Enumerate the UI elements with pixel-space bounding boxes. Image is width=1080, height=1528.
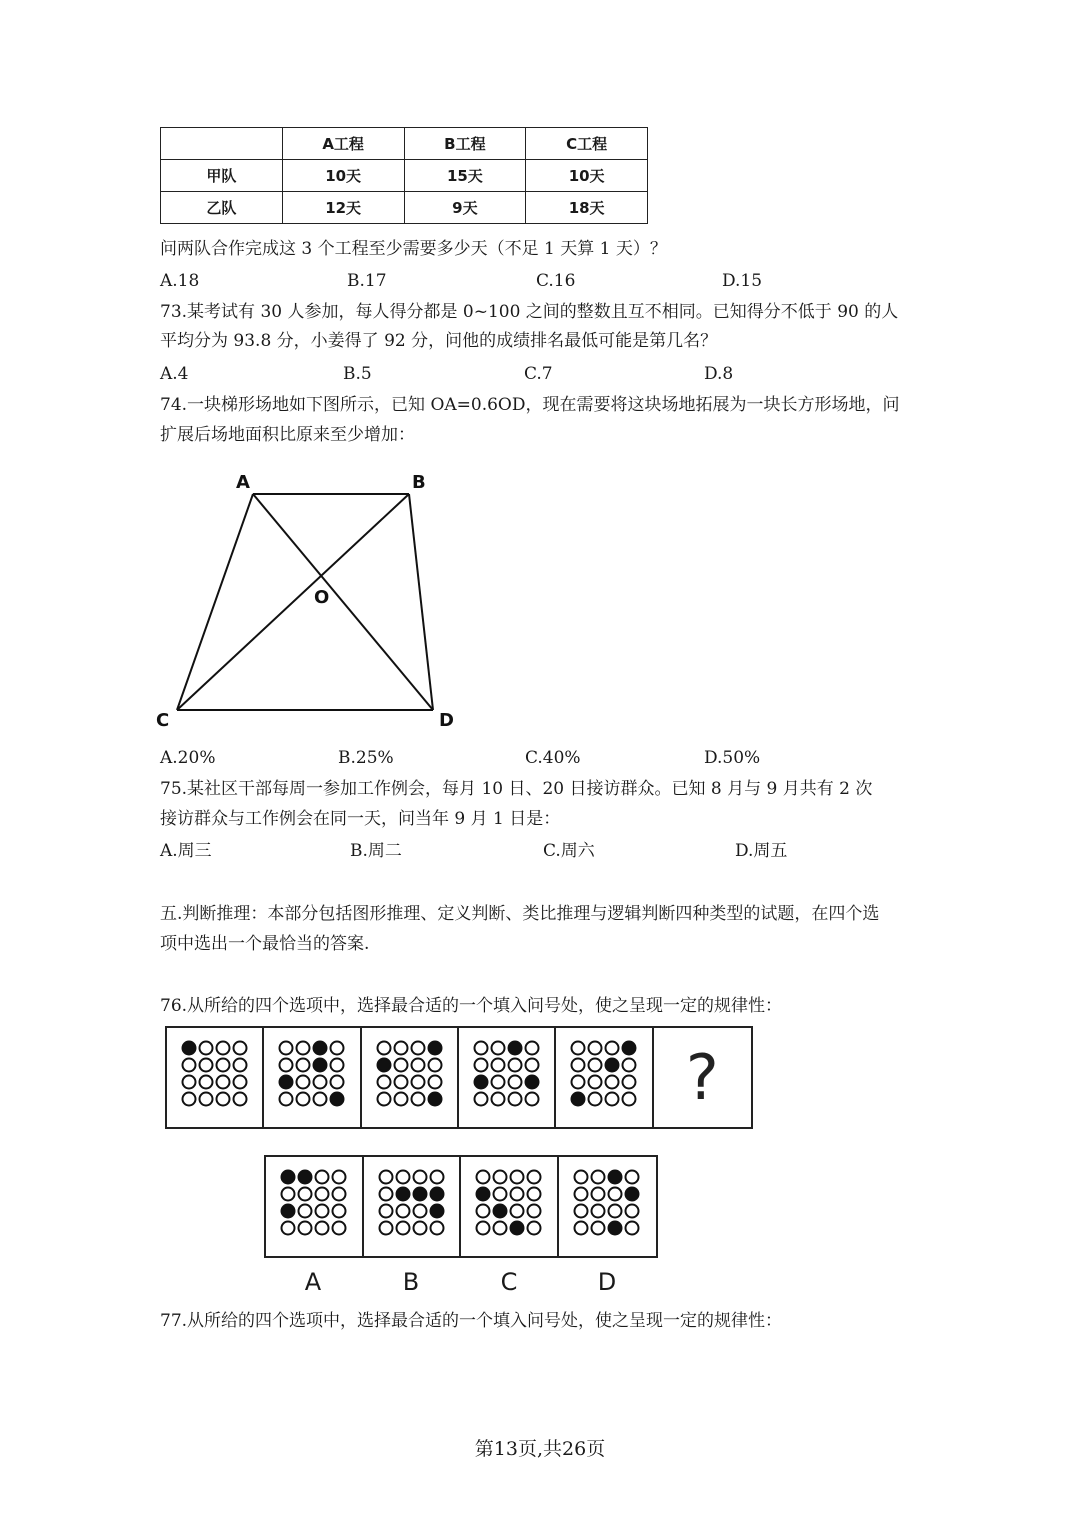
- dot-grid: [364, 1157, 460, 1256]
- empty-dot: [574, 1171, 587, 1184]
- dot-grid: [264, 1028, 360, 1127]
- filled-dot: [413, 1188, 426, 1201]
- empty-dot: [491, 1093, 504, 1106]
- empty-dot: [282, 1188, 295, 1201]
- empty-dot: [377, 1042, 390, 1055]
- empty-dot: [331, 1042, 344, 1055]
- empty-dot: [623, 1059, 636, 1072]
- filled-dot: [494, 1205, 507, 1218]
- empty-dot: [528, 1222, 541, 1235]
- q76-stem: 76.从所给的四个选项中，选择最合适的一个填入问号处，使之呈现一定的规律性：: [160, 996, 783, 1016]
- empty-dot: [297, 1059, 310, 1072]
- empty-dot: [528, 1205, 541, 1218]
- empty-dot: [477, 1222, 490, 1235]
- empty-dot: [200, 1059, 213, 1072]
- empty-dot: [572, 1042, 585, 1055]
- table-header-cell: B工程: [404, 128, 526, 160]
- empty-dot: [396, 1222, 409, 1235]
- empty-dot: [608, 1205, 621, 1218]
- empty-dot: [572, 1076, 585, 1089]
- page-footer: 第13页,共26页: [474, 1438, 606, 1460]
- filled-dot: [377, 1059, 390, 1072]
- intersection-label-o: O: [314, 587, 330, 608]
- empty-dot: [314, 1093, 327, 1106]
- empty-dot: [331, 1059, 344, 1072]
- empty-dot: [508, 1076, 521, 1089]
- table-cell: 10天: [526, 160, 648, 192]
- trapezoid-figure: [150, 460, 470, 740]
- empty-dot: [183, 1093, 196, 1106]
- filled-dot: [625, 1188, 638, 1201]
- table-header-cell: [161, 128, 283, 160]
- empty-dot: [299, 1205, 312, 1218]
- vertex-label-c: C: [156, 710, 170, 731]
- empty-dot: [525, 1093, 538, 1106]
- empty-dot: [428, 1059, 441, 1072]
- empty-dot: [217, 1059, 230, 1072]
- empty-dot: [494, 1188, 507, 1201]
- empty-dot: [297, 1076, 310, 1089]
- empty-dot: [625, 1171, 638, 1184]
- q76-option-cell-c[interactable]: [461, 1157, 559, 1256]
- empty-dot: [508, 1093, 521, 1106]
- q76-sequence-cell: [167, 1028, 264, 1127]
- empty-dot: [297, 1042, 310, 1055]
- q72-option-b[interactable]: B.17: [347, 271, 387, 291]
- question-mark: ?: [685, 1041, 719, 1114]
- empty-dot: [574, 1188, 587, 1201]
- table-header-cell: A工程: [282, 128, 404, 160]
- empty-dot: [511, 1171, 524, 1184]
- filled-dot: [430, 1205, 443, 1218]
- q73-option-d[interactable]: D.8: [704, 364, 734, 384]
- empty-dot: [477, 1171, 490, 1184]
- q73-stem-line1: 73.某考试有 30 人参加，每人得分都是 0~100 之间的整数且互不相同。已知得分不低于 90 的人: [160, 302, 899, 322]
- empty-dot: [606, 1042, 619, 1055]
- filled-dot: [623, 1042, 636, 1055]
- empty-dot: [316, 1188, 329, 1201]
- q73-option-b[interactable]: B.5: [343, 364, 372, 384]
- empty-dot: [379, 1188, 392, 1201]
- q76-sequence-cell: [264, 1028, 361, 1127]
- filled-dot: [280, 1076, 293, 1089]
- empty-dot: [183, 1076, 196, 1089]
- dot-grid: [266, 1157, 362, 1256]
- q73-option-a[interactable]: A.4: [160, 364, 189, 384]
- empty-dot: [413, 1171, 426, 1184]
- vertex-label-a: A: [236, 472, 250, 493]
- empty-dot: [589, 1042, 602, 1055]
- q72-option-d[interactable]: D.15: [722, 271, 763, 291]
- table-cell: 乙队: [161, 192, 283, 224]
- empty-dot: [377, 1076, 390, 1089]
- vertex-label-d: D: [439, 710, 454, 731]
- q76-answer-letter-b: B: [402, 1268, 420, 1296]
- table-cell: 10天: [282, 160, 404, 192]
- section5-intro-line2: 项中选出一个最恰当的答案.: [160, 934, 370, 954]
- q75-option-b[interactable]: B.周二: [350, 841, 402, 861]
- empty-dot: [589, 1076, 602, 1089]
- q74-option-d[interactable]: D.50%: [704, 748, 761, 768]
- empty-dot: [234, 1042, 247, 1055]
- edge-ac: [177, 494, 253, 710]
- empty-dot: [525, 1059, 538, 1072]
- section5-intro-line1: 五.判断推理：本部分包括图形推理、定义判断、类比推理与逻辑判断四种类型的试题，在四个选: [160, 904, 880, 924]
- empty-dot: [411, 1093, 424, 1106]
- filled-dot: [428, 1093, 441, 1106]
- q72-stem: 问两队合作完成这 3 个工程至少需要多少天（不足 1 天算 1 天）？: [160, 239, 667, 259]
- empty-dot: [234, 1059, 247, 1072]
- empty-dot: [430, 1171, 443, 1184]
- table-row: [161, 160, 648, 192]
- q74-option-a[interactable]: A.20%: [160, 748, 216, 768]
- filled-dot: [314, 1042, 327, 1055]
- engineering-days-table: [160, 127, 648, 224]
- empty-dot: [379, 1222, 392, 1235]
- dot-grid: [167, 1028, 263, 1127]
- q76-option-cell-a[interactable]: [266, 1157, 364, 1256]
- empty-dot: [591, 1188, 604, 1201]
- empty-dot: [282, 1222, 295, 1235]
- dot-grid: [559, 1157, 655, 1256]
- empty-dot: [396, 1205, 409, 1218]
- empty-dot: [331, 1076, 344, 1089]
- diagonal-bc: [177, 494, 409, 710]
- empty-dot: [623, 1076, 636, 1089]
- q74-stem-line1: 74.一块梯形场地如下图所示，已知 OA=0.6OD，现在需要将这块场地拓展为一块长方形场地，问: [160, 395, 900, 415]
- empty-dot: [428, 1076, 441, 1089]
- filled-dot: [428, 1042, 441, 1055]
- q75-stem-line1: 75.某社区干部每周一参加工作例会，每月 10 日、20 日接访群众。已知 8 月与 9 月共有 2 次: [160, 779, 873, 799]
- empty-dot: [280, 1059, 293, 1072]
- q74-stem-line2: 扩展后场地面积比原来至少增加：: [160, 425, 415, 445]
- q76-answer-letter-c: C: [500, 1268, 518, 1296]
- q75-stem-line2: 接访群众与工作例会在同一天，问当年 9 月 1 日是：: [160, 809, 561, 829]
- empty-dot: [591, 1205, 604, 1218]
- empty-dot: [394, 1059, 407, 1072]
- edge-bd: [409, 494, 433, 710]
- filled-dot: [508, 1042, 521, 1055]
- filled-dot: [314, 1059, 327, 1072]
- empty-dot: [413, 1205, 426, 1218]
- empty-dot: [474, 1042, 487, 1055]
- q75-option-a[interactable]: A.周三: [160, 841, 212, 861]
- empty-dot: [528, 1171, 541, 1184]
- empty-dot: [494, 1222, 507, 1235]
- empty-dot: [333, 1205, 346, 1218]
- q76-option-cell-d[interactable]: [559, 1157, 657, 1256]
- empty-dot: [396, 1171, 409, 1184]
- empty-dot: [333, 1222, 346, 1235]
- empty-dot: [574, 1205, 587, 1218]
- empty-dot: [200, 1042, 213, 1055]
- empty-dot: [280, 1093, 293, 1106]
- empty-dot: [394, 1093, 407, 1106]
- table-header-cell: C工程: [526, 128, 648, 160]
- q76-option-cell-b[interactable]: [364, 1157, 462, 1256]
- filled-dot: [511, 1222, 524, 1235]
- filled-dot: [608, 1171, 621, 1184]
- empty-dot: [379, 1171, 392, 1184]
- empty-dot: [494, 1171, 507, 1184]
- diagonal-ad: [253, 494, 433, 710]
- q76-options-strip: [264, 1155, 658, 1258]
- empty-dot: [623, 1093, 636, 1106]
- empty-dot: [316, 1222, 329, 1235]
- q76-sequence-cell: [556, 1028, 653, 1127]
- empty-dot: [234, 1093, 247, 1106]
- table-cell: 15天: [404, 160, 526, 192]
- q77-stem: 77.从所给的四个选项中，选择最合适的一个填入问号处，使之呈现一定的规律性：: [160, 1311, 783, 1331]
- filled-dot: [525, 1076, 538, 1089]
- q74-option-c[interactable]: C.40%: [525, 748, 581, 768]
- filled-dot: [606, 1059, 619, 1072]
- empty-dot: [411, 1042, 424, 1055]
- empty-dot: [606, 1093, 619, 1106]
- trapezoid-lines: [177, 494, 433, 710]
- empty-dot: [511, 1188, 524, 1201]
- dot-grid: [556, 1028, 652, 1127]
- empty-dot: [591, 1171, 604, 1184]
- empty-dot: [217, 1076, 230, 1089]
- dot-grid: [461, 1157, 557, 1256]
- empty-dot: [511, 1205, 524, 1218]
- q76-answer-letter-d: D: [597, 1268, 617, 1296]
- filled-dot: [477, 1188, 490, 1201]
- empty-dot: [413, 1222, 426, 1235]
- empty-dot: [299, 1222, 312, 1235]
- q75-option-d[interactable]: D.周五: [735, 841, 788, 861]
- empty-dot: [183, 1059, 196, 1072]
- empty-dot: [377, 1093, 390, 1106]
- empty-dot: [333, 1188, 346, 1201]
- empty-dot: [491, 1042, 504, 1055]
- filled-dot: [608, 1222, 621, 1235]
- empty-dot: [217, 1093, 230, 1106]
- q76-sequence-strip: [165, 1026, 753, 1129]
- empty-dot: [491, 1059, 504, 1072]
- table-cell: 18天: [526, 192, 648, 224]
- q76-sequence-cell: [459, 1028, 556, 1127]
- empty-dot: [297, 1093, 310, 1106]
- q73-stem-line2: 平均分为 93.8 分，小姜得了 92 分，问他的成绩排名最低可能是第几名？: [160, 331, 718, 351]
- filled-dot: [572, 1093, 585, 1106]
- empty-dot: [411, 1076, 424, 1089]
- empty-dot: [606, 1076, 619, 1089]
- empty-dot: [394, 1076, 407, 1089]
- dot-grid: [362, 1028, 458, 1127]
- filled-dot: [331, 1093, 344, 1106]
- q72-option-a[interactable]: A.18: [160, 271, 200, 291]
- empty-dot: [491, 1076, 504, 1089]
- filled-dot: [282, 1171, 295, 1184]
- empty-dot: [200, 1076, 213, 1089]
- q75-option-c[interactable]: C.周六: [543, 841, 595, 861]
- empty-dot: [474, 1093, 487, 1106]
- empty-dot: [430, 1222, 443, 1235]
- filled-dot: [396, 1188, 409, 1201]
- dot-grid: [459, 1028, 555, 1127]
- empty-dot: [314, 1076, 327, 1089]
- table-cell: 12天: [282, 192, 404, 224]
- q72-option-c[interactable]: C.16: [536, 271, 576, 291]
- table-header-row: [161, 128, 648, 160]
- empty-dot: [379, 1205, 392, 1218]
- q76-question-cell: [654, 1028, 751, 1127]
- empty-dot: [217, 1042, 230, 1055]
- table-cell: 9天: [404, 192, 526, 224]
- table-cell: 甲队: [161, 160, 283, 192]
- empty-dot: [316, 1205, 329, 1218]
- empty-dot: [280, 1042, 293, 1055]
- empty-dot: [525, 1042, 538, 1055]
- empty-dot: [625, 1222, 638, 1235]
- empty-dot: [234, 1076, 247, 1089]
- empty-dot: [394, 1042, 407, 1055]
- vertex-label-b: B: [412, 472, 426, 493]
- empty-dot: [625, 1205, 638, 1218]
- filled-dot: [282, 1205, 295, 1218]
- empty-dot: [528, 1188, 541, 1201]
- empty-dot: [591, 1222, 604, 1235]
- empty-dot: [200, 1093, 213, 1106]
- empty-dot: [508, 1059, 521, 1072]
- empty-dot: [474, 1059, 487, 1072]
- empty-dot: [572, 1059, 585, 1072]
- empty-dot: [608, 1188, 621, 1201]
- filled-dot: [183, 1042, 196, 1055]
- filled-dot: [299, 1171, 312, 1184]
- q76-sequence-cell: [362, 1028, 459, 1127]
- filled-dot: [430, 1188, 443, 1201]
- q76-answer-letter-a: A: [304, 1268, 322, 1296]
- empty-dot: [574, 1222, 587, 1235]
- empty-dot: [316, 1171, 329, 1184]
- filled-dot: [474, 1076, 487, 1089]
- empty-dot: [589, 1093, 602, 1106]
- table-row: [161, 192, 648, 224]
- empty-dot: [589, 1059, 602, 1072]
- empty-dot: [477, 1205, 490, 1218]
- q74-option-b[interactable]: B.25%: [338, 748, 394, 768]
- q73-option-c[interactable]: C.7: [524, 364, 553, 384]
- empty-dot: [333, 1171, 346, 1184]
- empty-dot: [299, 1188, 312, 1201]
- empty-dot: [411, 1059, 424, 1072]
